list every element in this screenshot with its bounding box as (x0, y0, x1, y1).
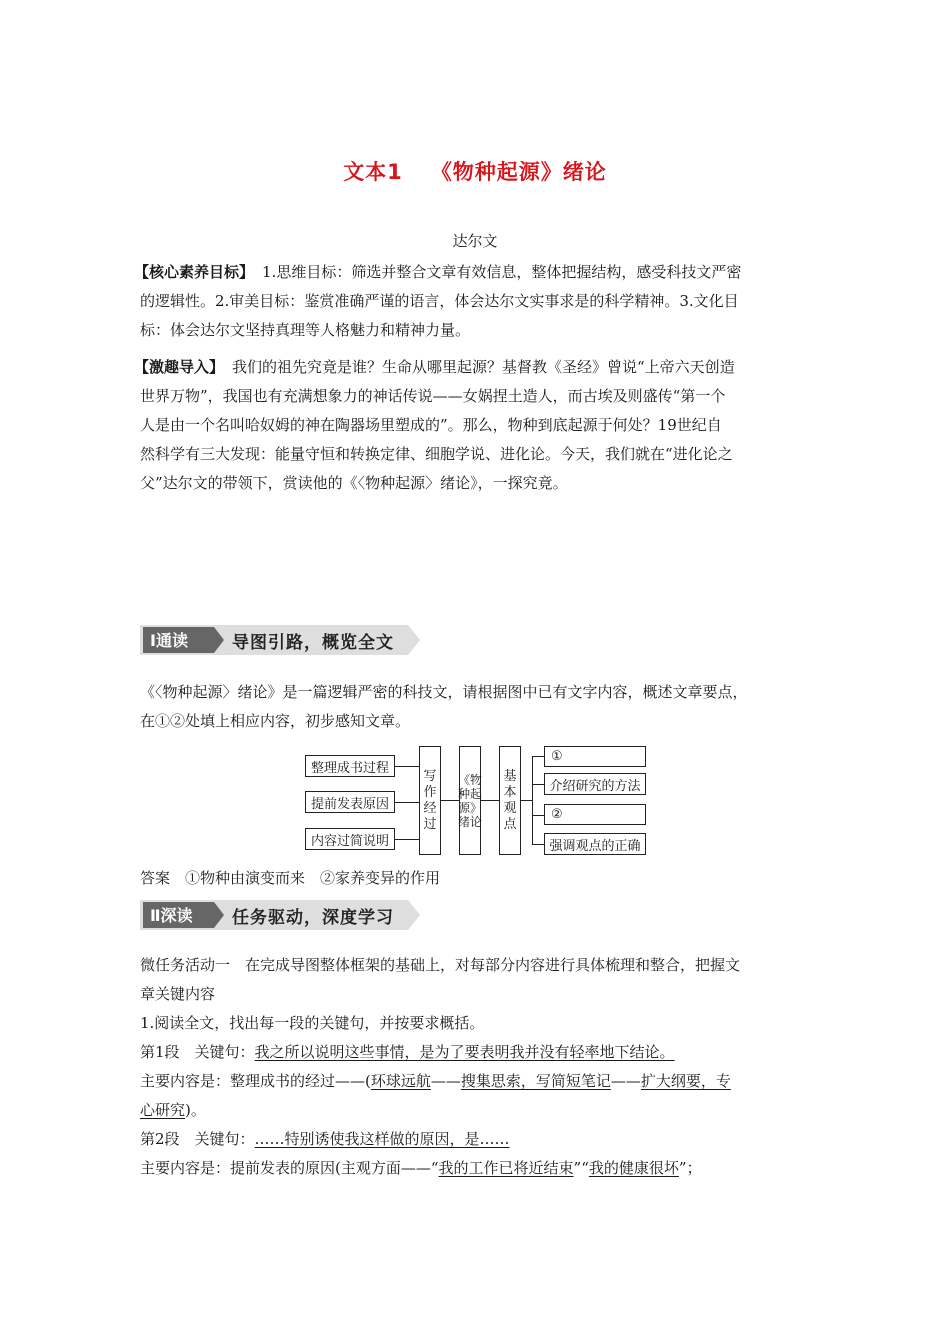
section1-desc-line-2: 在①②处填上相应内容，初步感知文章。 (140, 712, 411, 730)
map-node-left-3: 内容过简说明 (305, 828, 395, 850)
blank-answer: 搜集思索，写简短笔记 (460, 1072, 611, 1090)
section-tag: Ⅰ通读 (150, 631, 188, 650)
task-question-1: 1.阅读全文，找出每一段的关键句，并按要求概括。 (140, 1014, 485, 1032)
title-part2: 《物种起源》绪论 (430, 160, 607, 184)
blank-answer: 我的健康很坏 (588, 1159, 679, 1177)
para2-summary-line: 主要内容是：提前发表的原因(主观方面——“我的工作已将近结束”“我的健康很坏”； (140, 1159, 702, 1177)
intro-label: 【激趣导入】 (134, 358, 225, 376)
map-node-center-title: 《物种起源》绪论 (459, 746, 481, 855)
map-node-left-2: 提前发表原因 (305, 791, 395, 813)
intro-line-3: 人是由一个名叫哈奴姆的神在陶器场里塑成的”。那么，物种到底起源于何处？19世纪自 (140, 416, 722, 434)
map-node-left-1: 整理成书过程 (305, 755, 395, 777)
intro-line-1: 【激趣导入】 我们的祖先究竟是谁？生命从哪里起源？基督教《圣经》曾说“上帝六天创造 (134, 358, 735, 376)
blank-answer: 环球远航 (370, 1072, 431, 1090)
author: 达尔文 (452, 232, 498, 250)
map-node-basic-views: 基本观点 (499, 746, 521, 855)
para1-key-sentence: 我之所以说明这些事情，是为了要表明我并没有轻率地下结论。 (254, 1043, 675, 1061)
intro-line-2: 世界万物”，我国也有充满想象力的神话传说——女娲捏土造人，而古埃及则盛传“第一个 (140, 387, 726, 405)
section-banner-2 (140, 900, 420, 930)
page-title (0, 156, 950, 186)
blank-answer: 心研究 (140, 1101, 186, 1119)
task-intro-line-2: 章关键内容 (140, 985, 216, 1003)
core-goals-line-2: 的逻辑性。2.审美目标：鉴赏准确严谨的语言，体会达尔文实事求是的科学精神。3.文化目 (140, 292, 739, 310)
core-goals-line-3: 标：体会达尔文坚持真理等人格魅力和精神力量。 (140, 321, 471, 339)
para1-summary-line-1: 主要内容是：整理成书的经过——(环球远航——搜集思索，写简短笔记——扩大纲要，专 (140, 1072, 731, 1090)
intro-line-5: 父”达尔文的带领下，赏读他的《〈物种起源〉绪论》，一探究竟。 (140, 474, 568, 492)
para1-summary-line-2: 心研究)。 (140, 1101, 206, 1119)
blank-answer: 我的工作已将近结束 (438, 1159, 574, 1177)
core-goals-label: 【核心素养目标】 (134, 263, 255, 281)
intro-line-4: 然科学有三大发现：能量守恒和转换定律、细胞学说、进化论。今天，我们就在“进化论之 (140, 445, 733, 463)
map-node-blank-1: ① (544, 746, 646, 767)
section-tag: Ⅱ深读 (150, 906, 193, 925)
para1-keyline: 第1段 关键句：我之所以说明这些事情，是为了要表明我并没有轻率地下结论。 (140, 1043, 675, 1061)
core-goals (134, 258, 815, 345)
map-node-view-correctness: 强调观点的正确 (544, 833, 646, 855)
title-part1: 文本1 (343, 160, 403, 184)
section1-desc (140, 678, 820, 736)
core-goals-line-1: 【核心素养目标】 1.思维目标：筛选并整合文章有效信息，整体把握结构，感受科技文严密 (134, 263, 742, 281)
task-body (140, 951, 820, 1183)
section-heading: 任务驱动，深度学习 (232, 908, 394, 928)
section1-desc-line-1: 《〈物种起源〉绪论》是一篇逻辑严密的科技文，请根据图中已有文字内容，概述文章要点， (140, 683, 748, 701)
section-banner-1 (140, 625, 420, 655)
map-node-writing-process: 写作经过 (419, 746, 441, 855)
blank-answer: 扩大纲要，专 (640, 1072, 731, 1090)
section-heading: 导图引路，概览全文 (232, 633, 394, 653)
para2-key-sentence: ……特别诱使我这样做的原因，是…… (254, 1130, 510, 1148)
task-intro-line-1: 微任务活动一 在完成导图整体框架的基础上，对每部分内容进行具体梳理和整合，把握文 (140, 956, 741, 974)
para2-keyline: 第2段 关键句：……特别诱使我这样做的原因，是…… (140, 1130, 510, 1148)
map-node-blank-2: ② (544, 804, 646, 825)
intro-paragraph (134, 353, 815, 498)
map-node-research-method: 介绍研究的方法 (544, 773, 646, 795)
answer-text: 答案 ①物种由演变而来 ②家养变异的作用 (140, 869, 441, 887)
mind-map (300, 743, 650, 858)
